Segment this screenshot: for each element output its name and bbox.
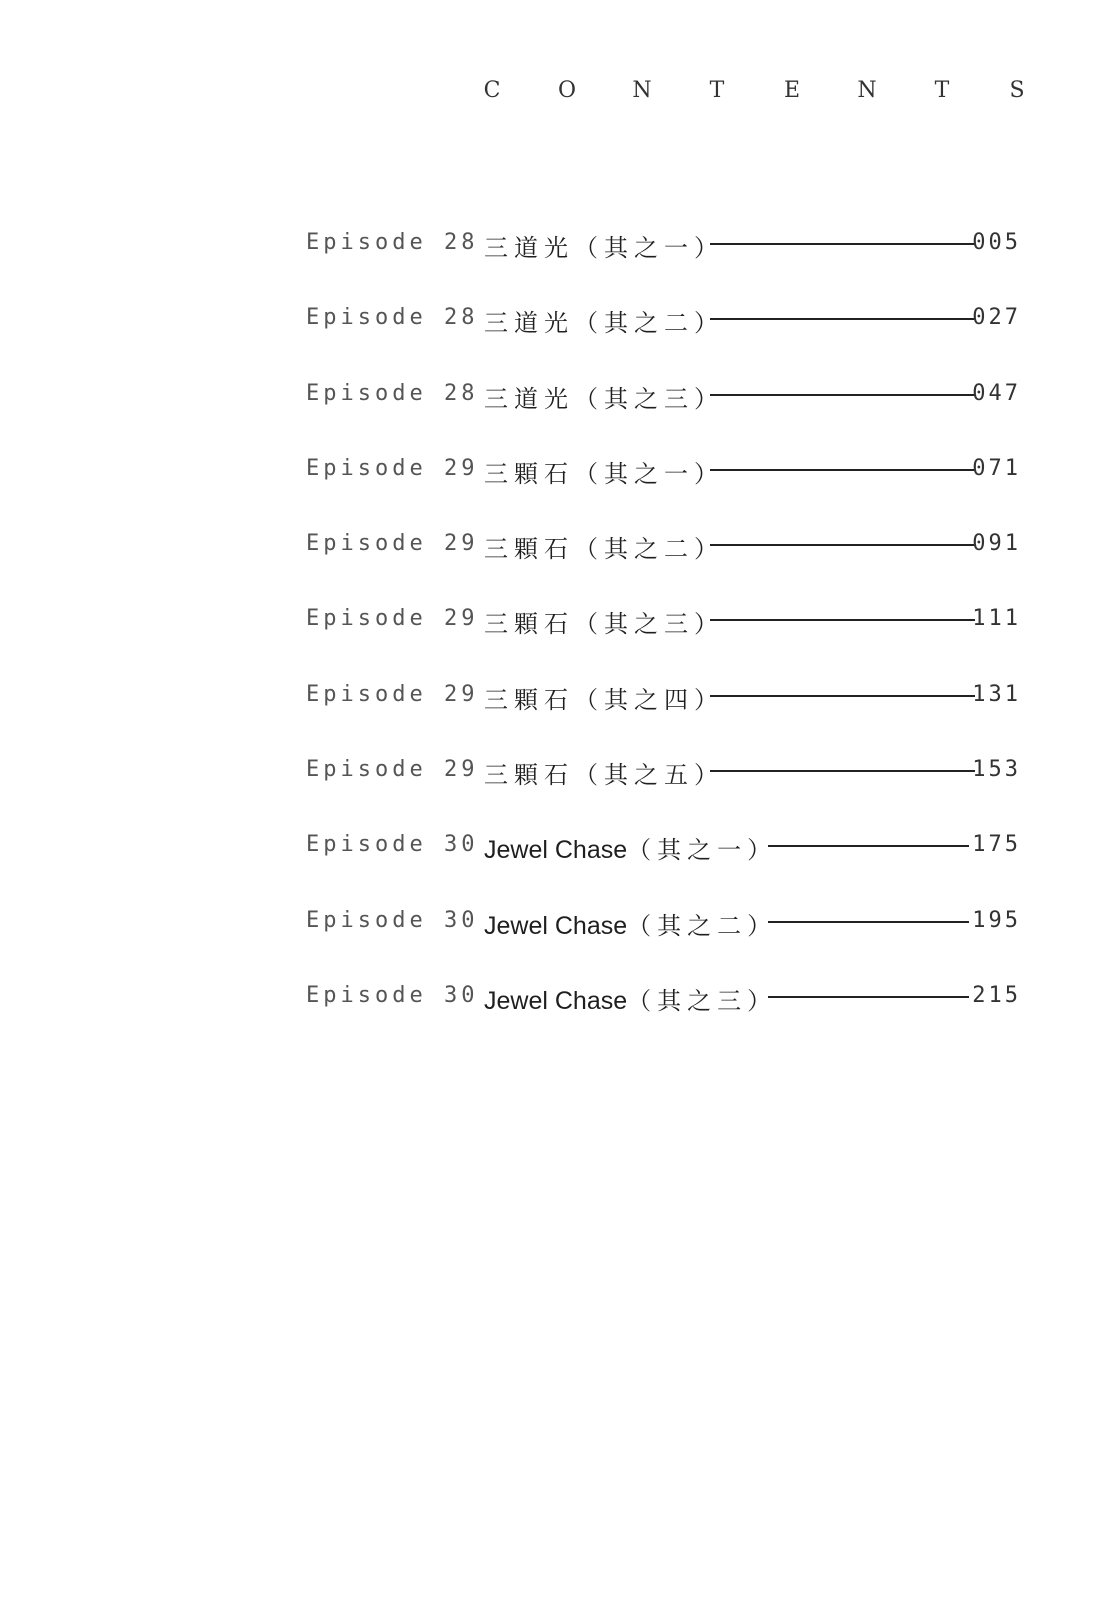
toc-entry	[306, 975, 1021, 1050]
page-number: 131	[972, 681, 1021, 707]
chapter-name: 三顆石	[484, 535, 574, 564]
toc-entry	[306, 824, 1021, 899]
episode-label: Episode 30	[306, 907, 479, 933]
chapter-name: Jewel Chase	[484, 986, 628, 1015]
episode-label: Episode 29	[306, 757, 479, 783]
heading-letter: O	[557, 78, 577, 103]
leader-line	[710, 770, 975, 772]
episode-label: Episode 29	[306, 531, 479, 557]
chapter-part: （其之一）	[627, 836, 778, 865]
leader-line	[768, 845, 969, 847]
chapter-title	[484, 379, 724, 414]
page-number: 047	[972, 380, 1021, 406]
chapter-title	[484, 303, 724, 338]
leader-line	[710, 619, 975, 621]
page-number: 215	[972, 982, 1021, 1008]
leader-line	[710, 695, 975, 697]
episode-label: Episode 28	[306, 380, 479, 406]
toc-entry	[306, 900, 1021, 975]
leader-line	[710, 544, 975, 546]
chapter-name: Jewel Chase	[484, 836, 628, 865]
chapter-title	[484, 981, 777, 1016]
chapter-name: 三顆石	[484, 459, 574, 488]
episode-label: Episode 29	[306, 455, 479, 481]
chapter-part: （其之二）	[627, 911, 778, 940]
chapter-name: 三顆石	[484, 685, 574, 714]
toc-entry	[306, 598, 1021, 673]
chapter-name: 三道光	[484, 234, 574, 262]
chapter-title	[484, 830, 777, 865]
chapter-part: （其之三）	[627, 986, 778, 1015]
toc-entry	[306, 373, 1021, 448]
chapter-part: （其之三）	[574, 384, 724, 413]
chapter-name: 三道光	[484, 309, 574, 338]
heading-letter: C	[483, 78, 501, 103]
heading-letter: N	[632, 78, 652, 103]
chapter-title	[484, 680, 724, 715]
chapter-name: 三道光	[484, 384, 574, 413]
leader-line	[710, 394, 975, 396]
toc-entry	[306, 222, 1021, 297]
toc-entry	[306, 523, 1021, 598]
episode-label: Episode 29	[306, 681, 479, 707]
chapter-name: Jewel Chase	[484, 911, 628, 940]
chapter-part: （其之二）	[574, 309, 724, 338]
chapter-name: 三顆石	[484, 761, 574, 790]
toc-entry	[306, 674, 1021, 749]
page-number: 153	[972, 757, 1021, 783]
page-number: 195	[972, 907, 1021, 933]
episode-label: Episode 28	[306, 305, 479, 331]
table-of-contents	[306, 222, 1021, 1050]
chapter-title	[484, 604, 724, 639]
chapter-part: （其之一）	[574, 234, 724, 262]
chapter-part: （其之一）	[574, 459, 724, 488]
page-number: 091	[972, 531, 1021, 557]
chapter-title	[484, 755, 724, 790]
contents-heading	[482, 78, 1027, 103]
chapter-name: 三顆石	[484, 610, 574, 639]
leader-line	[768, 996, 969, 998]
chapter-part: （其之三）	[574, 610, 724, 639]
page-number: 175	[972, 832, 1021, 858]
heading-letter: T	[709, 78, 725, 103]
chapter-title	[484, 529, 724, 564]
leader-line	[710, 318, 975, 320]
heading-letter: S	[1009, 78, 1025, 103]
page-number: 027	[972, 305, 1021, 331]
episode-label: Episode 30	[306, 982, 479, 1008]
leader-line	[710, 243, 975, 245]
chapter-part: （其之二）	[574, 535, 724, 564]
page-number: 005	[972, 230, 1021, 255]
toc-entry	[306, 749, 1021, 824]
heading-letter: T	[934, 78, 950, 103]
heading-letter: E	[783, 78, 801, 103]
page-number: 071	[972, 455, 1021, 481]
chapter-part: （其之四）	[574, 685, 724, 714]
page-number: 111	[972, 606, 1021, 632]
leader-line	[710, 469, 975, 471]
episode-label: Episode 28	[306, 230, 479, 255]
toc-entry	[306, 297, 1021, 372]
chapter-title	[484, 228, 724, 263]
heading-letter: N	[857, 78, 877, 103]
episode-label: Episode 29	[306, 606, 479, 632]
leader-line	[768, 921, 969, 923]
chapter-part: （其之五）	[574, 761, 724, 790]
chapter-title	[484, 454, 724, 489]
toc-entry	[306, 448, 1021, 523]
chapter-title	[484, 906, 777, 941]
episode-label: Episode 30	[306, 832, 479, 858]
